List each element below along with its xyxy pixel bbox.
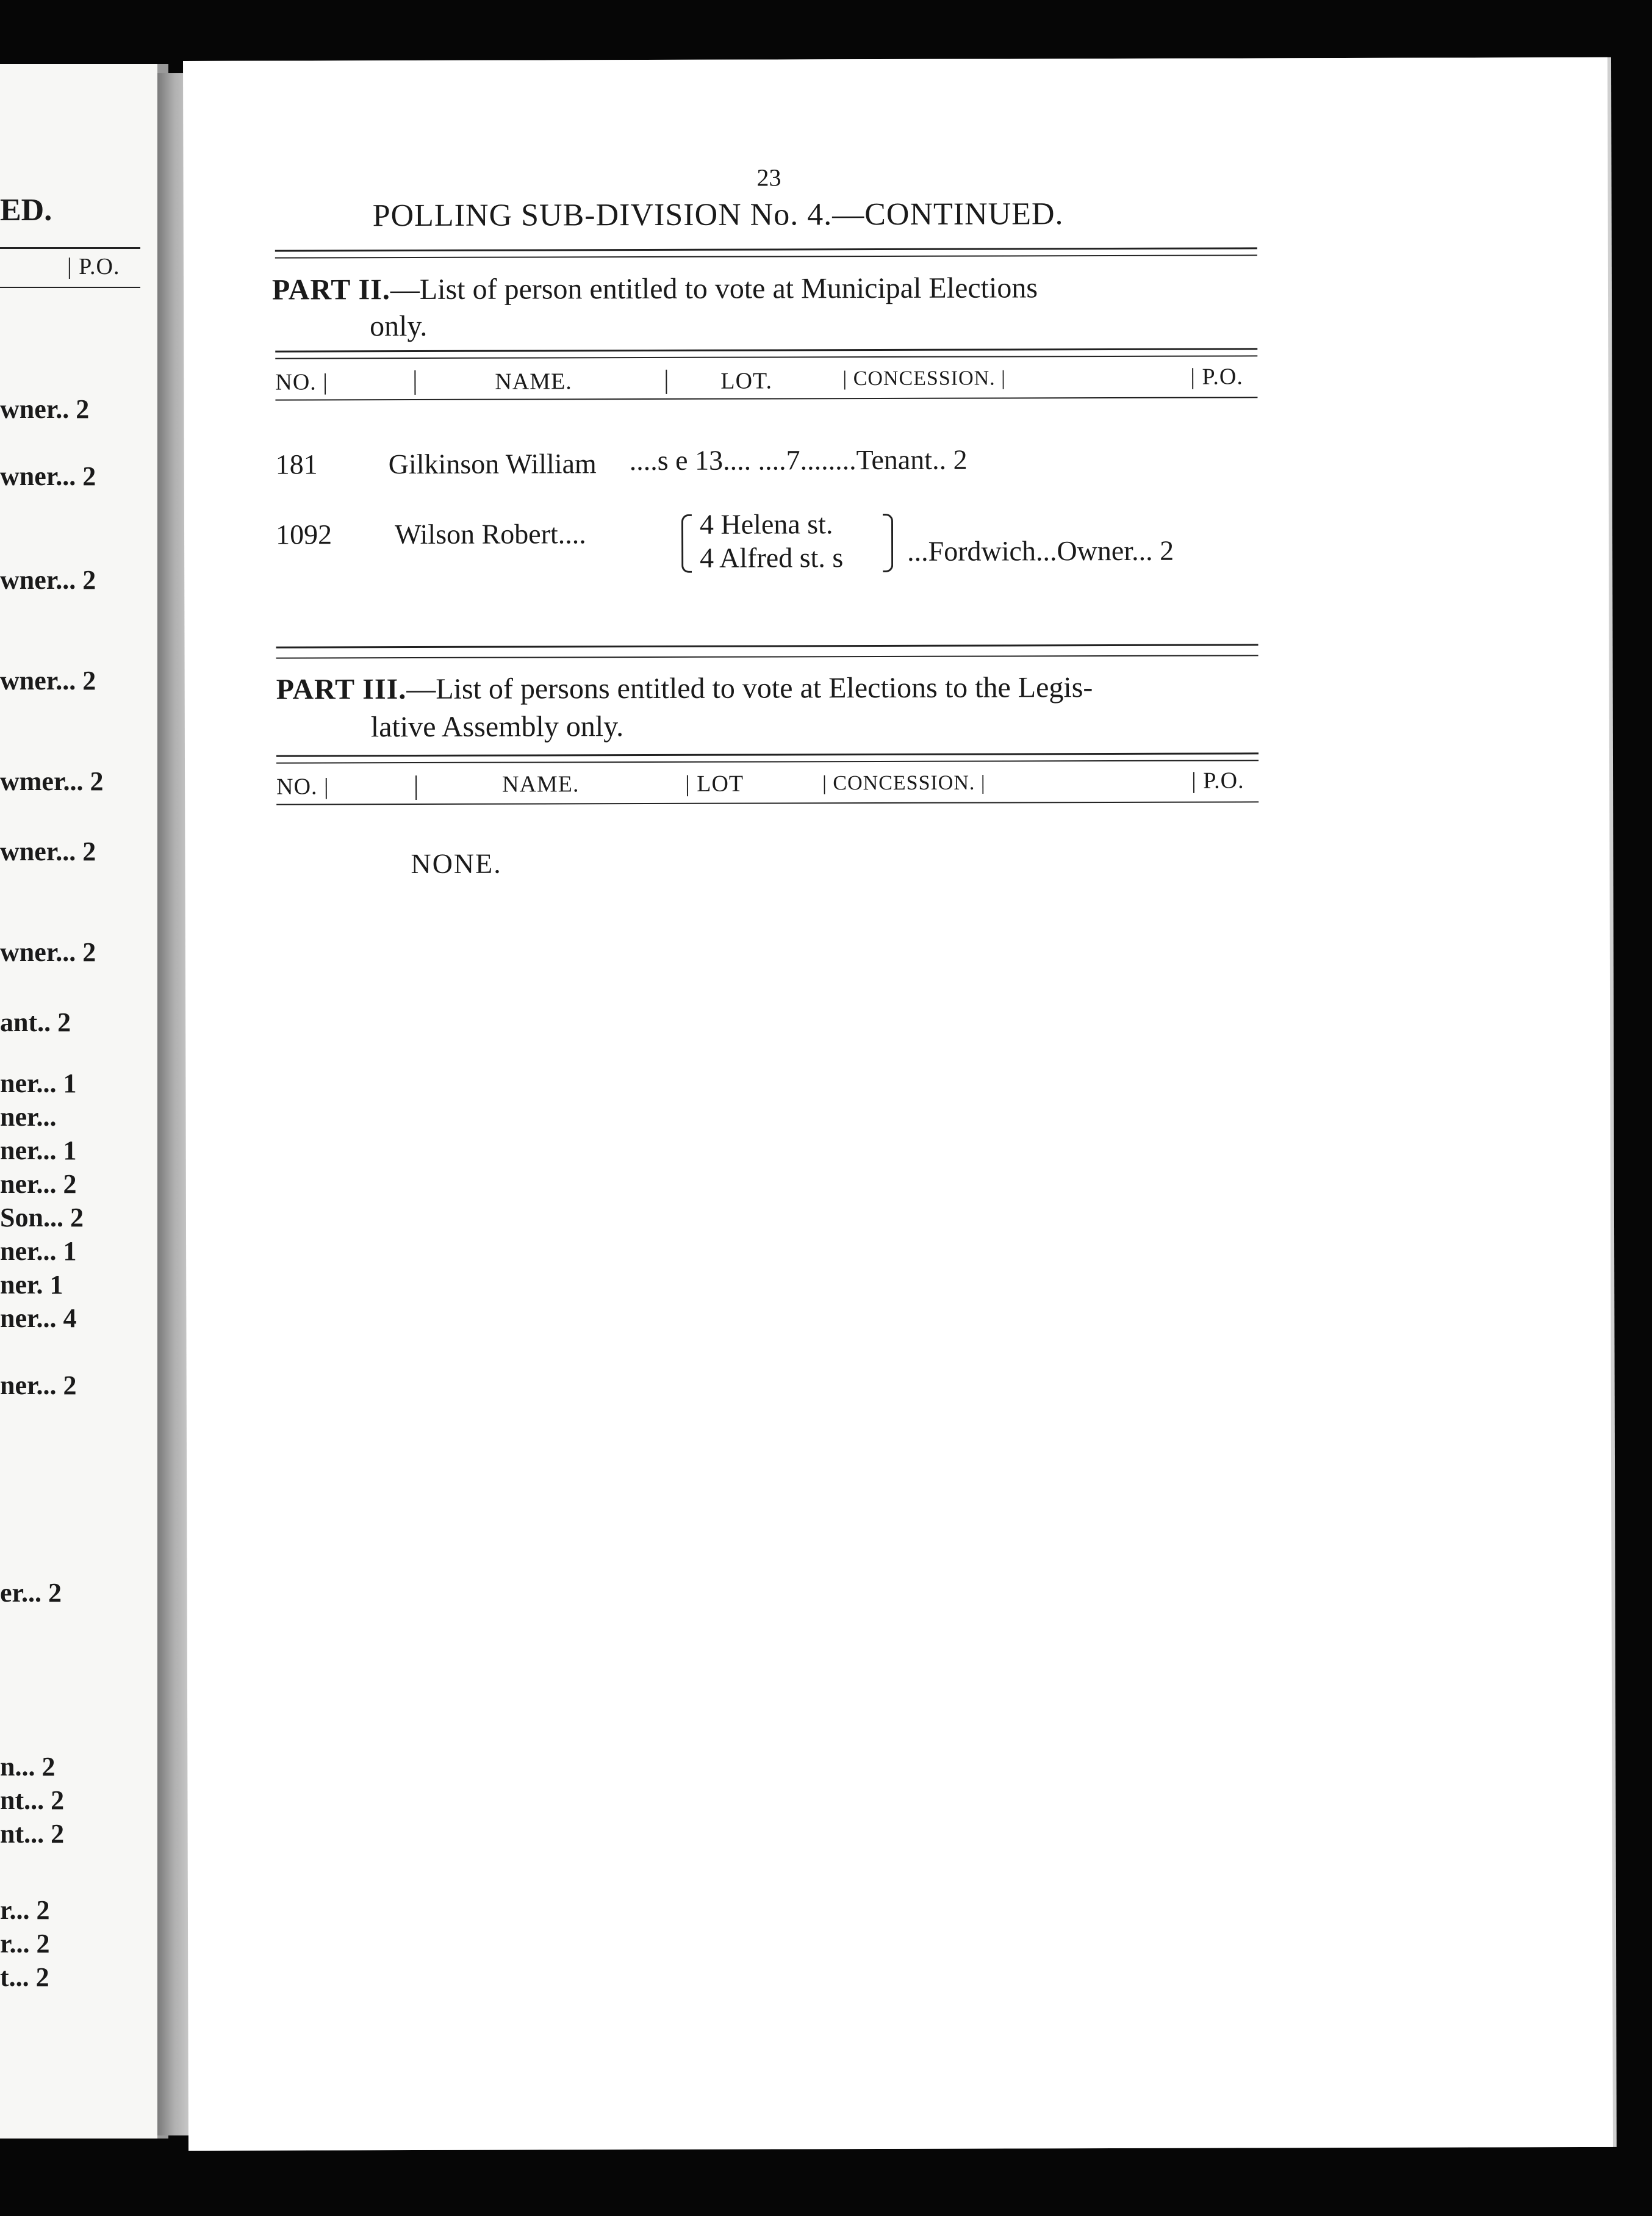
left-line: nt... 2 — [0, 1819, 65, 1849]
part3-rule-top — [276, 644, 1259, 648]
part2-col-separator — [666, 370, 667, 394]
left-line: ner... 1 — [0, 1135, 77, 1165]
entry-name: Wilson Robert.... — [394, 518, 586, 550]
left-rule — [0, 247, 140, 249]
running-title: POLLING SUB-DIVISION No. 4.—CONTINUED. — [372, 196, 1064, 234]
left-line: wner... 2 — [0, 461, 96, 491]
entry-detail: ...Fordwich...Owner... 2 — [907, 534, 1174, 567]
left-line: ant.. 2 — [0, 1007, 71, 1037]
part3-col-concession: | CONCESSION. | — [822, 771, 986, 795]
part2-table-rule-header — [275, 397, 1257, 400]
part2-heading-text: —List of person entitled to vote at Municipal Elections — [390, 272, 1038, 306]
left-line: wner.. 2 — [0, 394, 90, 424]
part3-col-lot: | LOT — [685, 771, 744, 797]
left-line: ner... 1 — [0, 1068, 77, 1098]
entry-detail: ....s e 13.... ....7........Tenant.. 2 — [629, 444, 968, 477]
entry-name: Gilkinson William — [388, 448, 597, 480]
left-rule-2 — [0, 287, 140, 288]
part3-col-separator — [415, 775, 417, 800]
left-line: ner... 4 — [0, 1303, 77, 1333]
part3-table-rule-header — [276, 801, 1259, 805]
left-line: r... 2 — [0, 1895, 50, 1925]
part2-col-concession: | CONCESSION. | — [842, 367, 1007, 390]
part2-col-no: NO. | — [275, 369, 328, 395]
left-line: wner... 2 — [0, 937, 96, 967]
right-brace — [883, 514, 893, 572]
left-line: r... 2 — [0, 1929, 50, 1959]
left-line: Son... 2 — [0, 1203, 84, 1232]
entry-number: 1092 — [275, 519, 332, 550]
page-number: 23 — [756, 164, 781, 192]
part3-table-rule-top — [276, 752, 1259, 757]
left-line: wner... 2 — [0, 836, 96, 866]
part3-heading-cont: lative Assembly only. — [370, 710, 624, 744]
left-line: wner... 2 — [0, 565, 96, 595]
main-page — [183, 57, 1613, 2151]
left-line: ner... 2 — [0, 1169, 77, 1199]
part2-table-rule-top-2 — [275, 355, 1257, 359]
left-facing-page — [0, 64, 168, 2139]
part2-col-separator — [414, 370, 415, 395]
title-rule-bottom — [275, 254, 1257, 258]
part3-col-name: NAME. — [502, 771, 580, 797]
part3-heading — [276, 669, 1093, 709]
part2-heading — [272, 269, 1038, 309]
left-line: ner... 1 — [0, 1236, 77, 1266]
part3-heading-lead: PART III. — [276, 673, 407, 706]
part2-col-po: | P.O. — [1190, 364, 1243, 390]
left-line: t... 2 — [0, 1962, 49, 1992]
left-line: wner... 2 — [0, 666, 96, 696]
left-line: n... 2 — [0, 1752, 56, 1782]
left-line: nt... 2 — [0, 1785, 65, 1815]
left-heading-fragment: ED. — [0, 193, 52, 228]
part3-rule-top-2 — [276, 655, 1259, 658]
left-line: ner. 1 — [0, 1270, 63, 1300]
part2-col-lot: LOT. — [720, 368, 772, 394]
part3-col-po: | P.O. — [1191, 768, 1244, 794]
part2-heading-cont: only. — [370, 309, 428, 343]
left-line: ner... 2 — [0, 1370, 77, 1400]
left-line: ner... — [0, 1102, 57, 1132]
entry-lot-line: 4 Alfred st. s — [700, 542, 844, 574]
left-line: er... 2 — [0, 1578, 62, 1608]
part3-col-no: NO. | — [276, 774, 329, 800]
entry-lot-line: 4 Helena st. — [699, 508, 833, 540]
part3-heading-text: —List of persons entitled to vote at Elections to the Legis- — [406, 671, 1093, 706]
left-col-header: | P.O. — [67, 254, 120, 279]
left-line: wmer... 2 — [0, 766, 104, 796]
left-brace — [681, 514, 692, 573]
none-text: NONE. — [411, 847, 502, 880]
part2-table-rule-top — [275, 348, 1257, 352]
part2-heading-lead: PART II. — [271, 273, 390, 306]
title-rule-top — [275, 247, 1257, 251]
part2-col-name: NAME. — [495, 369, 572, 395]
entry-number: 181 — [275, 448, 318, 480]
part3-table-rule-top-2 — [276, 760, 1259, 763]
